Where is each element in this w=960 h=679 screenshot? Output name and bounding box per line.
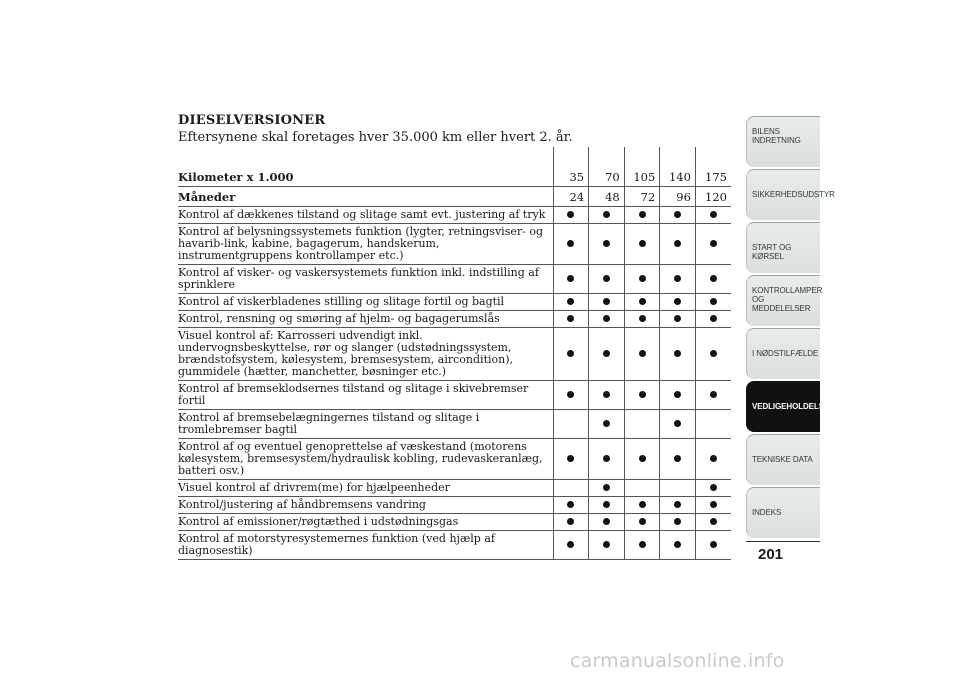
interval-cell [660, 224, 696, 265]
interval-cell [660, 207, 696, 224]
months-header-row [178, 187, 731, 207]
interval-cell [660, 265, 696, 294]
bullet-dot-icon [674, 211, 681, 218]
bullet-dot-icon [710, 391, 717, 398]
bullet-dot-icon [639, 350, 646, 357]
interval-cell [624, 294, 660, 311]
check-item-label: Kontrol af belysningssystemets funktion (lygter, retningsviser- og havarib-link, kabine, bagagerum, handskerum, instrumentgruppens kontrollamper etc.) [178, 224, 553, 265]
interval-cell [660, 531, 696, 560]
interval-cell [624, 531, 660, 560]
bullet-dot-icon [567, 541, 574, 548]
bullet-dot-icon [639, 240, 646, 247]
bullet-dot-icon [603, 391, 610, 398]
bullet-dot-icon [567, 315, 574, 322]
bullet-dot-icon [710, 541, 717, 548]
bullet-dot-icon [674, 298, 681, 305]
chapter-tab[interactable]: SIKKERHEDSUDSTYR [746, 169, 820, 220]
interval-cell [589, 207, 625, 224]
interval-cell [589, 514, 625, 531]
interval-cell [553, 294, 589, 311]
bullet-dot-icon [567, 240, 574, 247]
interval-cell [553, 497, 589, 514]
interval-cell [589, 311, 625, 328]
interval-cell [695, 439, 731, 480]
bullet-dot-icon [639, 541, 646, 548]
interval-cell [695, 328, 731, 381]
bullet-dot-icon [710, 275, 717, 282]
interval-cell [660, 497, 696, 514]
bullet-dot-icon [603, 350, 610, 357]
interval-cell [624, 497, 660, 514]
bullet-dot-icon [603, 541, 610, 548]
bullet-dot-icon [674, 350, 681, 357]
bullet-dot-icon [710, 518, 717, 525]
table-row [178, 439, 731, 480]
bullet-dot-icon [674, 391, 681, 398]
table-row [178, 531, 731, 560]
section-subtitle: Eftersynene skal foretages hver 35.000 km eller hvert 2. år. [178, 130, 573, 145]
km-header-value: 105 [624, 167, 660, 187]
interval-cell [695, 381, 731, 410]
interval-cell [624, 207, 660, 224]
interval-cell [624, 265, 660, 294]
interval-cell [624, 480, 660, 497]
interval-cell [624, 381, 660, 410]
km-header-label: Kilometer x 1.000 [178, 167, 553, 187]
months-header-value: 72 [624, 187, 660, 207]
interval-cell [553, 410, 589, 439]
months-header-label: Måneder [178, 187, 553, 207]
bullet-dot-icon [710, 350, 717, 357]
bullet-dot-icon [603, 275, 610, 282]
interval-cell [660, 381, 696, 410]
bullet-dot-icon [567, 275, 574, 282]
check-item-label: Kontrol af dækkenes tilstand og slitage samt evt. justering af tryk [178, 207, 553, 224]
bullet-dot-icon [674, 420, 681, 427]
interval-cell [624, 410, 660, 439]
check-item-label: Kontrol af viskerbladenes stilling og slitage fortil og bagtil [178, 294, 553, 311]
bullet-dot-icon [603, 518, 610, 525]
maintenance-schedule-table [178, 147, 731, 560]
table-row [178, 224, 731, 265]
interval-cell [660, 439, 696, 480]
check-item-label: Kontrol/justering af håndbremsens vandring [178, 497, 553, 514]
interval-cell [589, 294, 625, 311]
bullet-dot-icon [674, 240, 681, 247]
bullet-dot-icon [603, 484, 610, 491]
bullet-dot-icon [603, 240, 610, 247]
interval-cell [695, 410, 731, 439]
check-item-label: Kontrol af motorstyresystemernes funktion (ved hjælp af diagnosestik) [178, 531, 553, 560]
bullet-dot-icon [567, 455, 574, 462]
chapter-tab[interactable]: INDEKS [746, 487, 820, 538]
interval-cell [660, 311, 696, 328]
interval-cell [695, 480, 731, 497]
interval-cell [660, 328, 696, 381]
bullet-dot-icon [567, 391, 574, 398]
interval-cell [589, 531, 625, 560]
table-row [178, 265, 731, 294]
months-header-value: 120 [695, 187, 731, 207]
chapter-tab[interactable]: BILENS INDRETNING [746, 116, 820, 167]
chapter-tab[interactable]: VEDLIGEHOLDELSE [746, 381, 820, 432]
check-item-label: Kontrol af visker- og vaskersystemets funktion inkl. indstilling af sprinklere [178, 265, 553, 294]
months-header-value: 24 [553, 187, 589, 207]
bullet-dot-icon [603, 420, 610, 427]
interval-cell [695, 207, 731, 224]
interval-cell [553, 439, 589, 480]
check-item-label: Kontrol af og eventuel genoprettelse af væskestand (motorens kølesystem, bremsesystem/hydraulisk kobling, rudevaskeranlæg, batteri osv.) [178, 439, 553, 480]
bullet-dot-icon [639, 501, 646, 508]
bullet-dot-icon [674, 315, 681, 322]
interval-cell [695, 311, 731, 328]
bullet-dot-icon [674, 501, 681, 508]
watermark-text: carmanualsonline.info [570, 650, 785, 672]
km-header-value: 140 [660, 167, 696, 187]
table-row [178, 328, 731, 381]
interval-cell [589, 439, 625, 480]
bullet-dot-icon [710, 211, 717, 218]
bullet-dot-icon [603, 501, 610, 508]
section-title: DIESELVERSIONER [178, 113, 326, 128]
chapter-tab[interactable]: I NØDSTILFÆLDE [746, 328, 820, 379]
bullet-dot-icon [603, 298, 610, 305]
bullet-dot-icon [639, 455, 646, 462]
chapter-tabs [746, 116, 835, 540]
interval-cell [624, 311, 660, 328]
bullet-dot-icon [639, 518, 646, 525]
months-header-value: 48 [589, 187, 625, 207]
interval-cell [660, 410, 696, 439]
km-header-row [178, 167, 731, 187]
interval-cell [553, 311, 589, 328]
table-row [178, 294, 731, 311]
check-item-label: Visuel kontrol af: Karrosseri udvendigt inkl. undervognsbeskyttelse, rør og slanger (udstødningssystem, brændstofsystem, kølesystem, bremsesystem, aircondition), gummidele (hætter, manchetter, bøsninger etc.) [178, 328, 553, 381]
interval-cell [589, 328, 625, 381]
km-header-value: 70 [589, 167, 625, 187]
bullet-dot-icon [567, 211, 574, 218]
interval-cell [695, 294, 731, 311]
interval-cell [553, 265, 589, 294]
check-item-label: Kontrol, rensning og smøring af hjelm- og bagagerumslås [178, 311, 553, 328]
interval-cell [589, 497, 625, 514]
table-row [178, 381, 731, 410]
months-header-value: 96 [660, 187, 696, 207]
bullet-dot-icon [639, 298, 646, 305]
interval-cell [695, 531, 731, 560]
interval-cell [624, 328, 660, 381]
interval-cell [660, 480, 696, 497]
chapter-tab[interactable]: KONTROLLAMPER OG MEDDELELSER [746, 275, 820, 326]
bullet-dot-icon [567, 501, 574, 508]
bullet-dot-icon [710, 484, 717, 491]
bullet-dot-icon [567, 350, 574, 357]
bullet-dot-icon [674, 275, 681, 282]
bullet-dot-icon [603, 211, 610, 218]
interval-cell [624, 514, 660, 531]
table-row [178, 207, 731, 224]
bullet-dot-icon [567, 518, 574, 525]
bullet-dot-icon [639, 391, 646, 398]
interval-cell [553, 207, 589, 224]
table-row [178, 497, 731, 514]
bullet-dot-icon [710, 501, 717, 508]
bullet-dot-icon [710, 455, 717, 462]
interval-cell [553, 531, 589, 560]
interval-cell [589, 265, 625, 294]
bullet-dot-icon [674, 455, 681, 462]
interval-cell [624, 224, 660, 265]
interval-cell [553, 381, 589, 410]
interval-cell [553, 328, 589, 381]
bullet-dot-icon [710, 315, 717, 322]
bullet-dot-icon [567, 298, 574, 305]
bullet-dot-icon [603, 455, 610, 462]
table-row [178, 480, 731, 497]
page-number: 201 [758, 546, 784, 563]
interval-cell [589, 480, 625, 497]
bullet-dot-icon [710, 240, 717, 247]
page-number-divider [746, 541, 820, 542]
check-item-label: Kontrol af bremseklodsernes tilstand og slitage i skivebremser fortil [178, 381, 553, 410]
interval-cell [624, 439, 660, 480]
check-item-label: Kontrol af emissioner/røgtæthed i udstødningsgas [178, 514, 553, 531]
interval-cell [660, 294, 696, 311]
interval-cell [589, 410, 625, 439]
table-row [178, 410, 731, 439]
interval-cell [695, 265, 731, 294]
bullet-dot-icon [674, 541, 681, 548]
interval-cell [553, 480, 589, 497]
km-header-value: 35 [553, 167, 589, 187]
check-item-label: Visuel kontrol af drivrem(me) for hjælpeenheder [178, 480, 553, 497]
chapter-tab[interactable]: TEKNISKE DATA [746, 434, 820, 485]
interval-cell [553, 224, 589, 265]
bullet-dot-icon [710, 298, 717, 305]
bullet-dot-icon [603, 315, 610, 322]
interval-cell [695, 224, 731, 265]
interval-cell [553, 514, 589, 531]
interval-cell [589, 381, 625, 410]
interval-cell [695, 514, 731, 531]
bullet-dot-icon [639, 315, 646, 322]
chapter-tab[interactable]: START OG KØRSEL [746, 222, 820, 273]
bullet-dot-icon [674, 518, 681, 525]
km-header-value: 175 [695, 167, 731, 187]
bullet-dot-icon [639, 275, 646, 282]
interval-cell [660, 514, 696, 531]
bullet-dot-icon [639, 211, 646, 218]
table-row [178, 514, 731, 531]
check-item-label: Kontrol af bremsebelægningernes tilstand og slitage i tromlebremser bagtil [178, 410, 553, 439]
interval-cell [695, 497, 731, 514]
table-top-spacer [178, 147, 731, 167]
interval-cell [589, 224, 625, 265]
table-row [178, 311, 731, 328]
